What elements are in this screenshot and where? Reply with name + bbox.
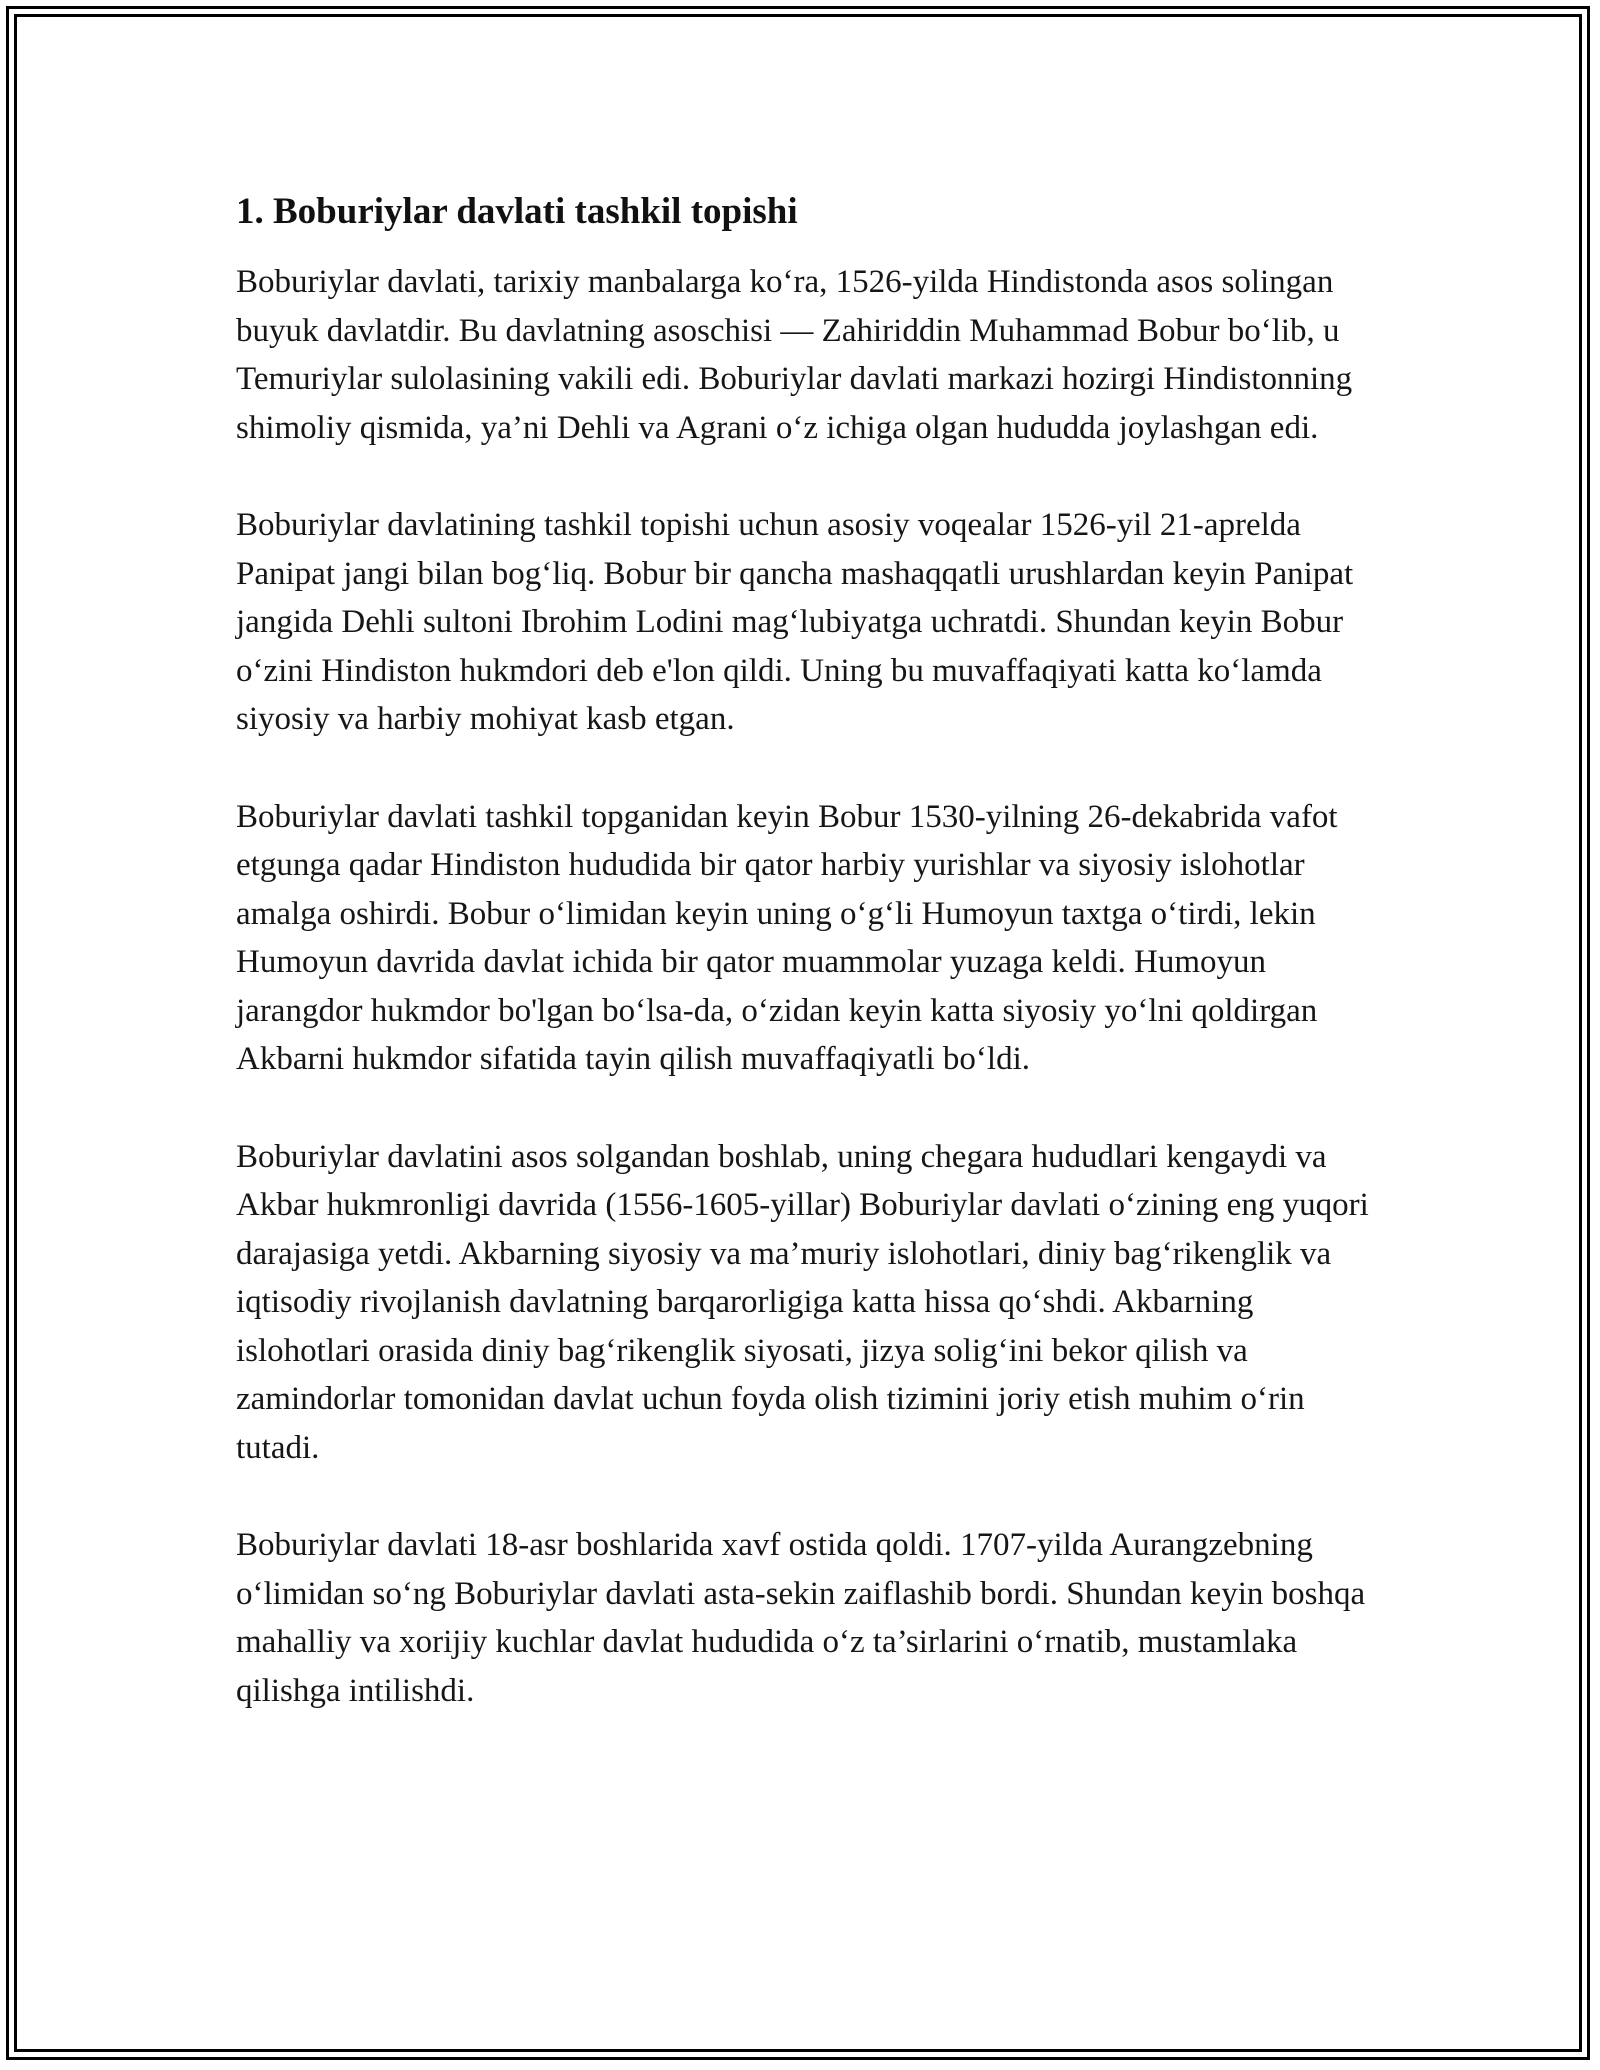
paragraph-decline: Boburiylar davlati 18-asr boshlarida xavf ostida qoldi. 1707-yilda Aurangzebning o‘limidan so‘ng Boburiylar davlati asta-sekin zaiflashib bordi. Shundan keyin boshqa mahalliy va xorijiy kuchlar davlat hududida o‘z ta’sirlarini o‘rnatib, mustamlaka qilishga intilishdi.	[236, 1527, 1366, 1709]
paragraph-founding: Boburiylar davlati, tarixiy manbalarga ko‘ra, 1526-yilda Hindistonda asos solingan buyuk davlatdir. Bu davlatning asoschisi — Zahiriddin Muhammad Bobur bo‘lib, u Temuriylar sulolasining vakili edi. Boburiylar davlati markazi hozirgi Hindistonning shimoliy qismida, ya’ni Dehli va Agrani o‘z ichiga olgan hududda joylashgan edi.	[236, 264, 1353, 446]
paragraph-humoyun: Boburiylar davlati tashkil topganidan keyin Bobur 1530-yilning 26-dekabrida vafot etgunga qadar Hindiston hududida bir qator harbiy yurishlar va siyosiy islohotlar amalga oshirdi. Bobur o‘limidan keyin uning o‘g‘li Humoyun taxtga o‘tirdi, lekin Humoyun davrida davlat ichida bir qator muammolar yuzaga keldi. Humoyun jarangdor hukmdor bo'lgan bo‘lsa-da, o‘zidan keyin katta siyosiy yo‘lni qoldirgan Akbarni hukmdor sifatida tayin qilish muvaffaqiyatli bo‘ldi.	[236, 798, 1338, 1077]
section-heading: 1. Boburiylar davlati tashkil topishi	[236, 191, 798, 232]
paragraph-akbar: Boburiylar davlatini asos solgandan boshlab, uning chegara hududlari kengaydi va Akbar hukmronligi davrida (1556-1605-yillar) Boburiylar davlati o‘zining eng yuqori darajasiga yetdi. Akbarning siyosiy va ma’muriy islohotlari, diniy bag‘rikenglik va iqtisodiy rivojlanish davlatning barqarorligiga katta hissa qo‘shdi. Akbarning islohotlari orasida diniy bag‘rikenglik siyosati, jizya solig‘ini bekor qilish va zamindorlar tomonidan davlat uchun foyda olish tizimini joriy etish muhim o‘rin tutadi.	[236, 1138, 1369, 1466]
document-body	[236, 188, 1376, 1764]
paragraph-panipat: Boburiylar davlatining tashkil topishi uchun asosiy voqealar 1526-yil 21-aprelda Panipat jangi bilan bog‘liq. Bobur bir qancha mashaqqatli urushlardan keyin Panipat jangida Dehli sultoni Ibrohim Lodini mag‘lubiyatga uchratdi. Shundan keyin Bobur o‘zini Hindiston hukmdori deb e'lon qildi. Uning bu muvaffaqiyati katta ko‘lamda siyosiy va harbiy mohiyat kasb etgan.	[236, 507, 1354, 737]
